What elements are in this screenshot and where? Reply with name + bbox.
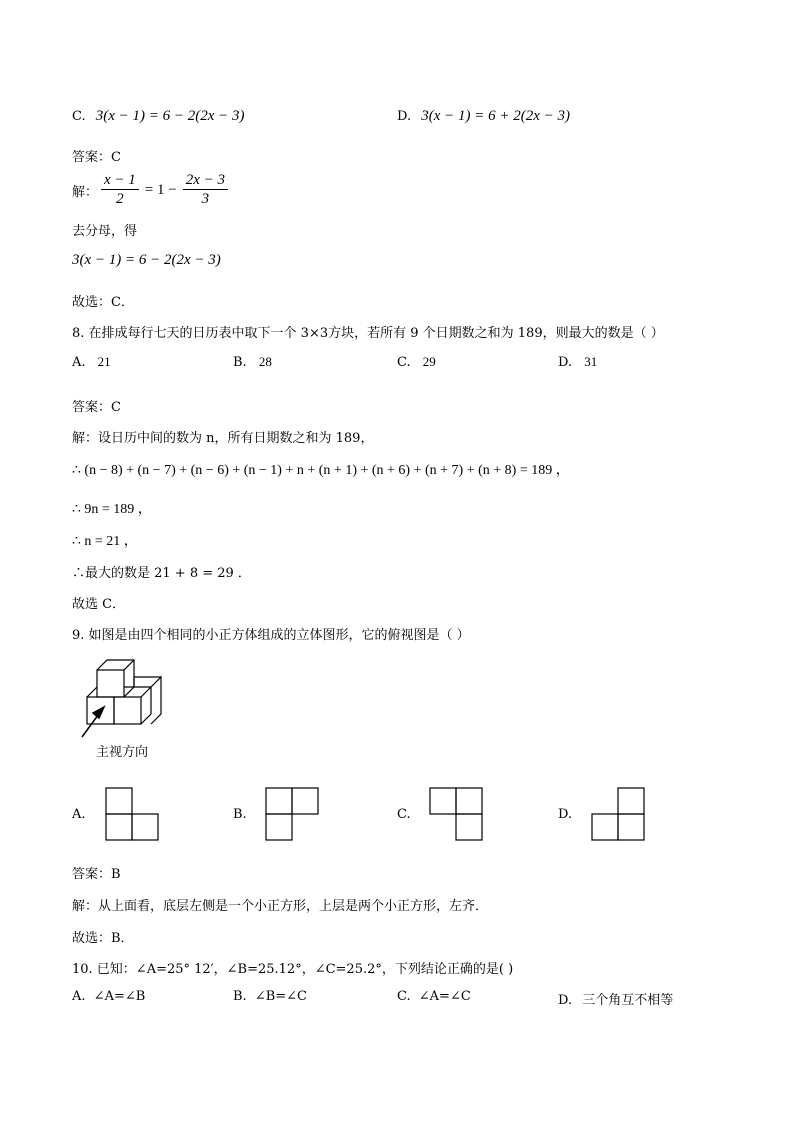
q9-option-a-label: A. [72, 807, 86, 822]
q9-conclusion: 故选：B． [72, 931, 134, 946]
q9-option-c-label: C. [397, 807, 411, 822]
option-c-shape [430, 788, 482, 840]
q7-conclusion: 故选：C． [72, 295, 134, 310]
q8-step2: ∴ 9n = 189 ， [72, 502, 152, 517]
q9-answer: 答案：B [72, 867, 121, 882]
option-value: ∠A=∠B [93, 989, 146, 1004]
denominator: 3 [201, 191, 210, 207]
q10-question: 10. 已知：∠A=25° 12′，∠B=25.12°，∠C=25.2°，下列结论正确的是( ) [72, 962, 514, 977]
q8-step3: ∴ n = 21 ， [72, 534, 138, 549]
view-direction-label: 主视方向 [96, 745, 149, 760]
option-label: C. [397, 989, 411, 1004]
option-label: A. [72, 355, 86, 370]
q9-question: 9. 如图是由四个相同的小正方体组成的立体图形，它的俯视图是（ ） [72, 628, 470, 643]
option-value: 28 [258, 354, 272, 369]
option-label: D. [558, 355, 573, 370]
option-expr: 3(x − 1) = 6 + 2(2x − 3) [421, 108, 571, 124]
q9-option-b-label: B. [233, 807, 247, 822]
q7-step1: 去分母，得 [72, 224, 138, 239]
option-value: 三个角互不相等 [582, 993, 674, 1008]
option-label: C. [72, 109, 86, 124]
q8-question: 8. 在排成每行七天的日历表中取下一个 3×3方块，若所有 9 个日期数之和为 189，则最大的数是（ ） [72, 326, 664, 341]
q8-conclusion: 故选 C． [72, 597, 126, 612]
numerator: x − 1 [101, 173, 139, 190]
option-value: ∠B=∠C [254, 989, 308, 1004]
option-a-shape [106, 788, 158, 840]
option-value: 29 [422, 354, 436, 369]
q8-solution: 解：设日历中间的数为 n，所有日期数之和为 189， [72, 431, 374, 446]
equation-middle: = 1 − [144, 181, 177, 198]
denominator: 2 [116, 191, 124, 207]
option-label: B. [233, 355, 247, 370]
option-value: 21 [97, 354, 111, 369]
option-label: D. [558, 993, 573, 1008]
option-expr: 3(x − 1) = 6 − 2(2x − 3) [95, 108, 245, 124]
option-label: B. [233, 989, 247, 1004]
option-value: 31 [584, 354, 598, 369]
q8-step4: ∴最大的数是 21 + 8 = 29 ． [72, 566, 251, 581]
q9-option-d-label: D. [558, 807, 573, 822]
q10-option-a [72, 989, 145, 1004]
option-label: D. [397, 109, 412, 124]
q10-option-d [558, 989, 673, 1008]
q10-option-c [397, 989, 471, 1004]
option-value: ∠A=∠C [418, 989, 471, 1004]
q8-answer: 答案：C [72, 400, 121, 415]
solution-prefix: 解： [72, 184, 99, 200]
q10-option-b [233, 989, 307, 1004]
option-label: C. [397, 355, 411, 370]
q8-step1: ∴ (n − 8) + (n − 7) + (n − 6) + (n − 1) + n + (n + 1) + (n + 6) + (n + 7) + (n + 8) = 189 ， [72, 463, 570, 478]
option-label: A. [72, 989, 86, 1004]
q7-answer: 答案：C [72, 150, 121, 165]
q7-step1-expr: 3(x − 1) = 6 − 2(2x − 3) [72, 252, 221, 268]
option-d-shape [592, 788, 644, 840]
numerator: 2x − 3 [183, 173, 228, 190]
q9-solution: 解：从上面看，底层左侧是一个小正方形，上层是两个小正方形，左齐． [72, 899, 489, 914]
option-b-shape [266, 788, 318, 840]
